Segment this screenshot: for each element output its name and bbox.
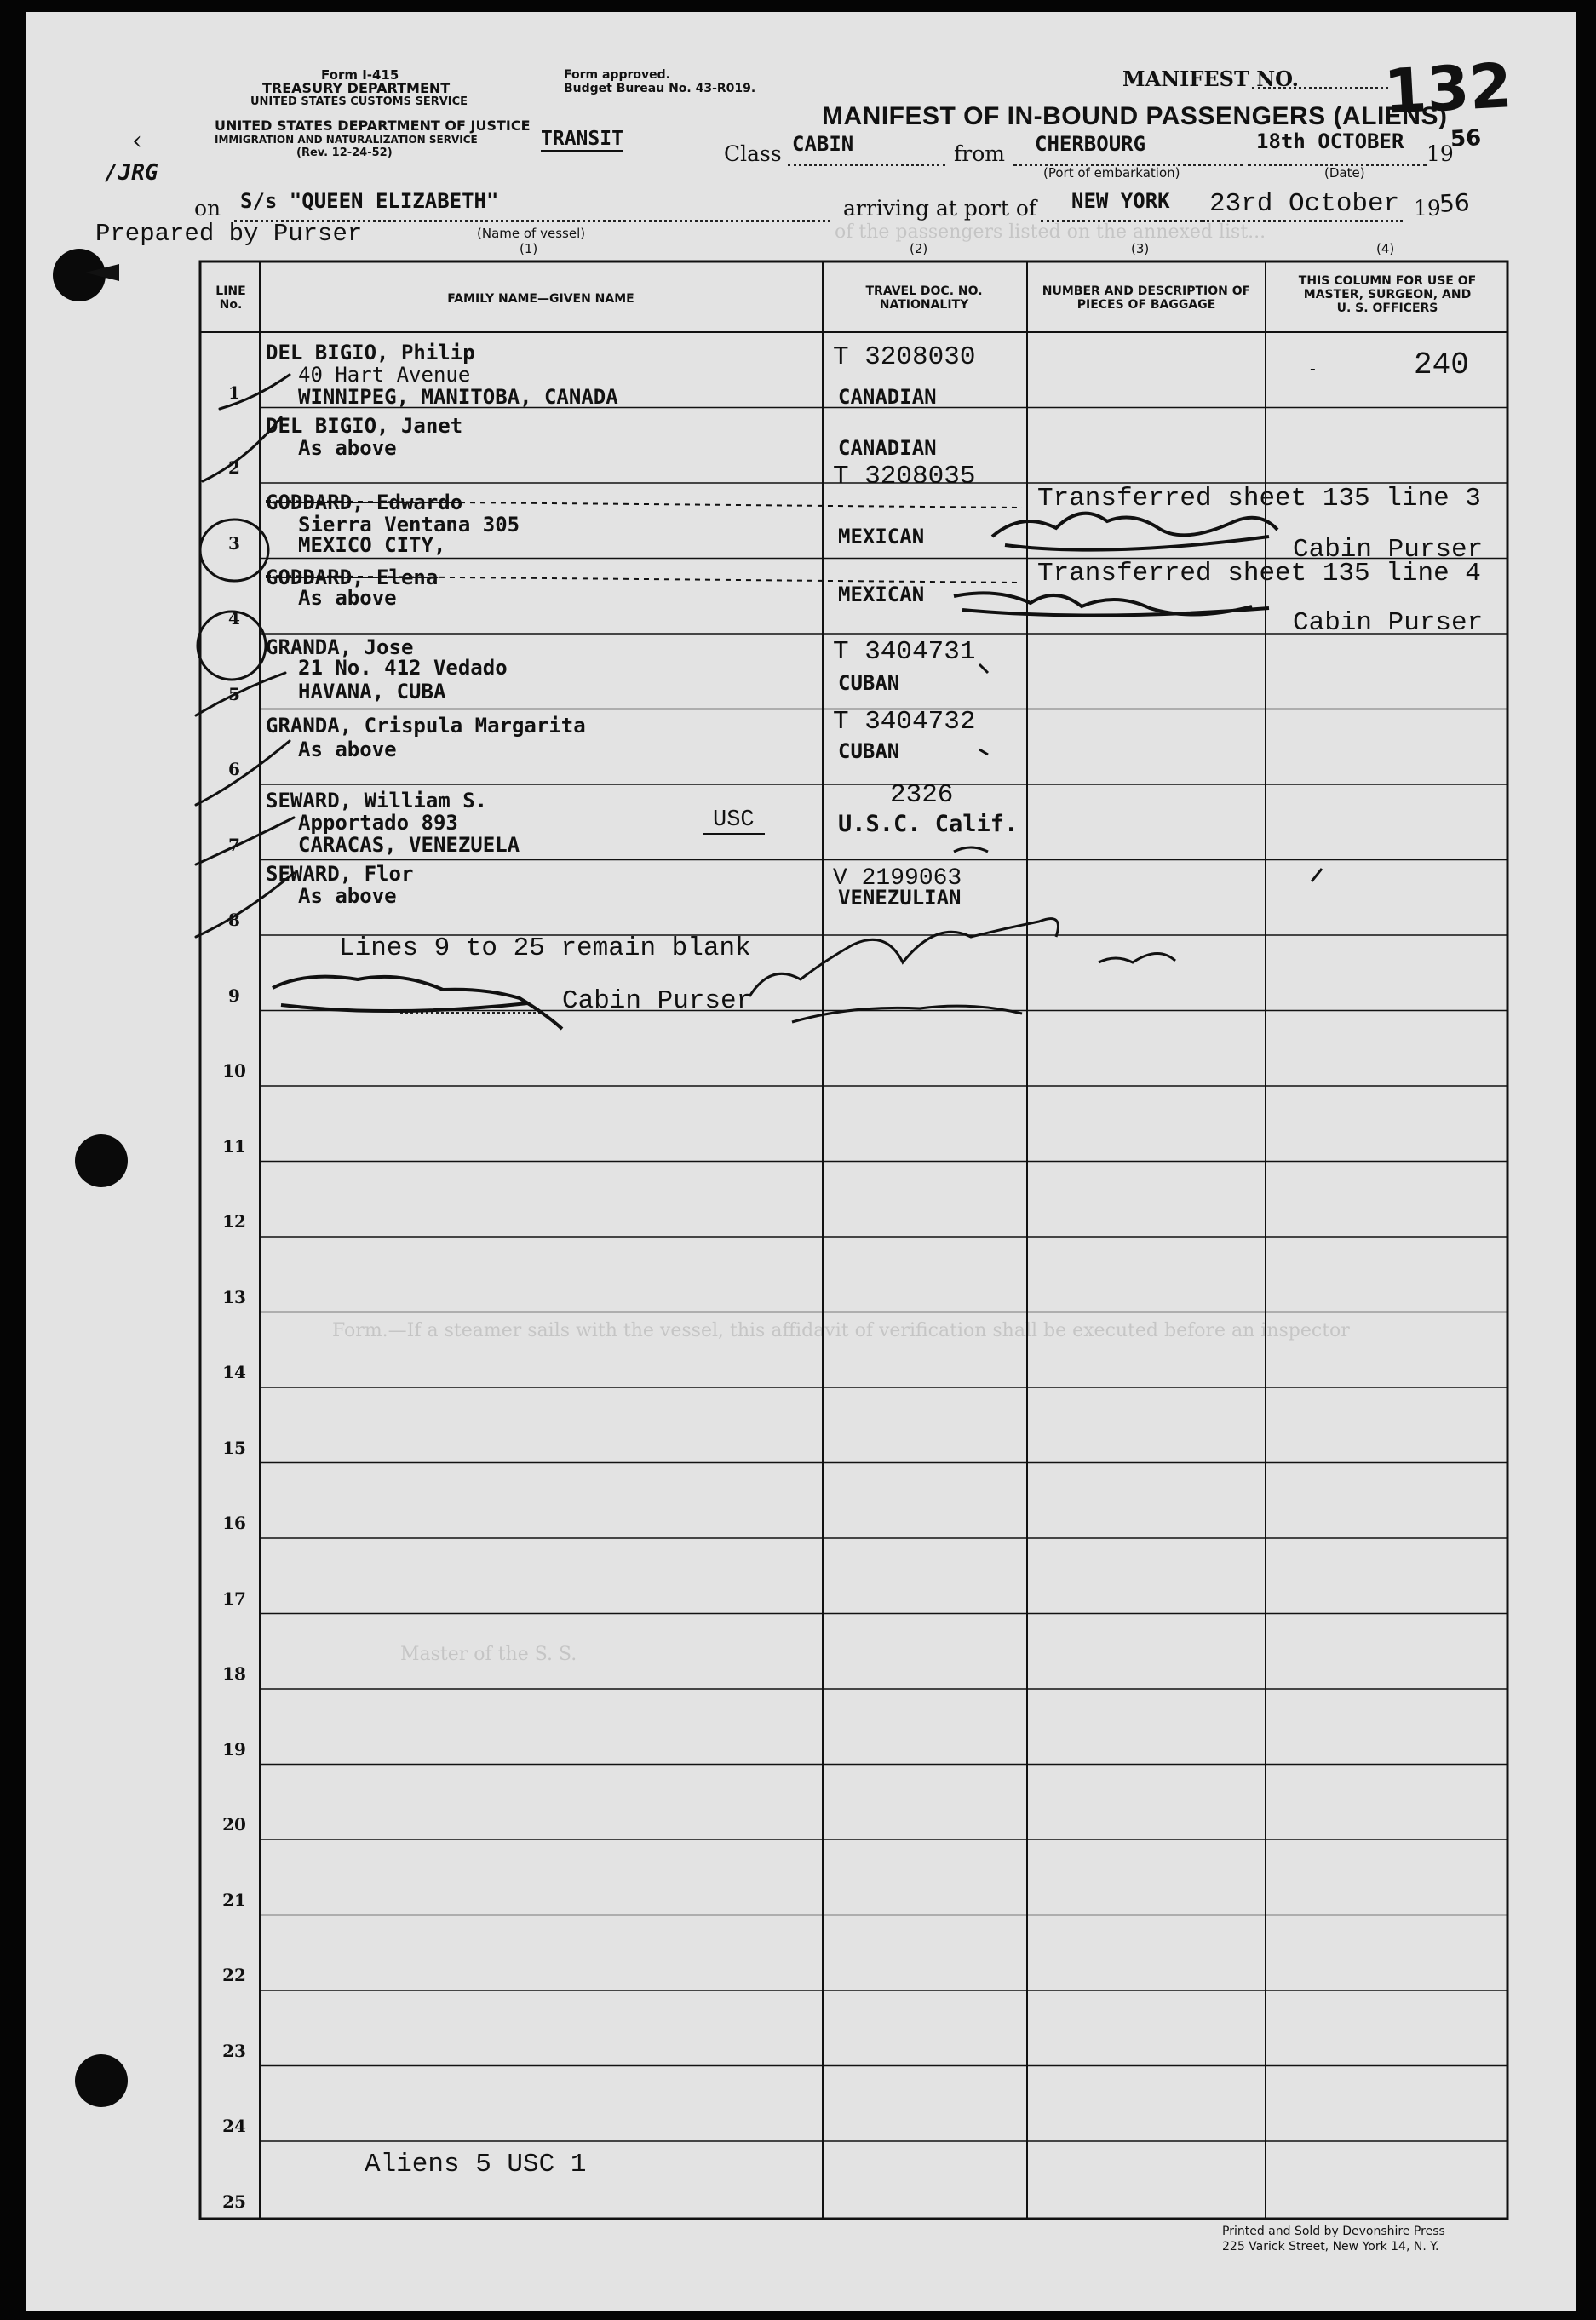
header-travel-doc: TRAVEL DOC. NO. NATIONALITY xyxy=(865,284,983,312)
arrival-year-handwritten: 56 xyxy=(1438,188,1471,218)
check-stroke-marks xyxy=(196,375,294,937)
from-label: from xyxy=(954,141,1005,166)
entry-3-city: MEXICO CITY, xyxy=(298,533,446,557)
strike-lines xyxy=(266,501,1022,583)
on-label: on xyxy=(194,196,221,221)
year-handwritten: 56 xyxy=(1450,125,1482,152)
totals-line: Aliens 5 USC 1 xyxy=(365,2150,587,2179)
col-index-4: (4) xyxy=(1376,241,1395,256)
line-number: 24 xyxy=(222,2116,246,2136)
line-number: 13 xyxy=(222,1286,246,1307)
prepared-by: Prepared by Purser xyxy=(95,220,363,248)
ins-service: IMMIGRATION AND NATURALIZATION SERVICE xyxy=(215,134,478,146)
entry-3-cabin-purser: Cabin Purser xyxy=(1293,535,1484,565)
line-number: 16 xyxy=(222,1513,246,1533)
printer-line-1: Printed and Sold by Devonshire Press xyxy=(1222,2225,1445,2238)
entry-7-nationality: U.S.C. Calif. xyxy=(838,811,1019,837)
line-number: 7 xyxy=(228,834,240,855)
line-number: 18 xyxy=(222,1663,246,1684)
line-number: 23 xyxy=(222,2040,246,2061)
line-number: 17 xyxy=(222,1588,246,1609)
line-number: 20 xyxy=(222,1814,246,1835)
entry-6-address: As above xyxy=(298,738,397,761)
line-number: 11 xyxy=(222,1135,246,1157)
entry-1-official-number: 240 xyxy=(1414,347,1469,382)
line-number: 21 xyxy=(222,1889,246,1910)
entry-4-transfer-note: Transferred sheet 135 line 4 xyxy=(1037,559,1481,589)
line-number: 1 xyxy=(228,382,240,403)
entry-4-cabin-purser: Cabin Purser xyxy=(1293,608,1484,638)
entry-5-name: GRANDA, Jose xyxy=(266,635,414,659)
entry-2-address: As above xyxy=(298,436,397,460)
header-line-no: LINE No. xyxy=(215,284,246,312)
line-number: 9 xyxy=(228,985,240,1006)
entry-8-travel-doc: V 2199063 xyxy=(833,865,962,892)
printer-line-2: 225 Varick Street, New York 14, N. Y. xyxy=(1222,2240,1439,2254)
col-index-2: (2) xyxy=(910,241,928,256)
col-index-3: (3) xyxy=(1131,241,1150,256)
margin-arrow-mark xyxy=(85,264,119,281)
entry-1-travel-doc: T 3208030 xyxy=(833,342,976,372)
line-number: 12 xyxy=(222,1211,246,1232)
entry-4-address: As above xyxy=(298,586,397,610)
class-label: Class xyxy=(724,141,782,166)
entry-2-name: DEL BIGIO, Janet xyxy=(266,414,463,438)
entry-7-city: CARACAS, VENEZUELA xyxy=(298,833,520,857)
entry-8-name: SEWARD, Flor xyxy=(266,862,414,886)
line-number: 3 xyxy=(228,532,240,554)
line-number: 6 xyxy=(228,759,240,779)
form-revision: (Rev. 12-24-52) xyxy=(296,146,393,159)
entry-5-travel-doc: T 3404731 xyxy=(833,637,976,667)
col-index-1: (1) xyxy=(520,241,538,256)
entry-4-nationality: MEXICAN xyxy=(838,583,925,606)
arrival-year-prefix: 19 xyxy=(1414,196,1441,221)
entry-7-name: SEWARD, William S. xyxy=(266,789,488,813)
entry-6-travel-doc: T 3404732 xyxy=(833,707,976,737)
line-number: 5 xyxy=(228,683,240,704)
entry-3-address: Sierra Ventana 305 xyxy=(298,513,520,537)
entry-5-address: 21 No. 412 Vedado xyxy=(298,656,508,680)
line-number: 4 xyxy=(228,608,240,629)
entry-7-travel-doc: 2326 xyxy=(890,780,954,810)
manifest-number-handwritten: 132 xyxy=(1381,49,1514,128)
embarkation-date: 18th OCTOBER xyxy=(1256,129,1404,153)
entry-7-address: Apportado 893 xyxy=(298,811,458,835)
port-caption: (Port of embarkation) xyxy=(1043,165,1180,181)
line-number: 15 xyxy=(222,1437,246,1458)
line-number: 8 xyxy=(228,910,240,930)
entry-6-nationality: CUBAN xyxy=(838,739,900,763)
entry-5-city: HAVANA, CUBA xyxy=(298,680,446,703)
budget-bureau: Budget Bureau No. 43-R019. xyxy=(564,82,756,95)
line-number: 25 xyxy=(222,2191,246,2212)
purser-signature-1 xyxy=(992,514,1277,550)
entry-3-nationality: MEXICAN xyxy=(838,525,925,548)
entry-1-nationality: CANADIAN xyxy=(838,385,937,409)
entry-8-nationality: VENEZULIAN xyxy=(838,886,962,910)
entry-7-usc: USC xyxy=(703,807,765,835)
class-value: CABIN xyxy=(792,132,854,156)
manifest-title: MANIFEST OF IN-BOUND PASSENGERS (ALIENS) xyxy=(822,102,1448,130)
line-number: 19 xyxy=(222,1738,246,1760)
cabin-purser-label: Cabin Purser xyxy=(562,986,753,1016)
arriving-label: arriving at port of xyxy=(843,196,1037,221)
margin-mark: ‹ xyxy=(132,126,142,156)
header-baggage: NUMBER AND DESCRIPTION OF PIECES OF BAGGAGE xyxy=(1042,284,1251,312)
line-number: 10 xyxy=(222,1060,246,1081)
purser-signature-2 xyxy=(954,593,1269,615)
margin-initials: /JRG xyxy=(105,160,158,186)
form-approved: Form approved. xyxy=(564,68,670,82)
entry-2-travel-doc: T 3208035 xyxy=(833,462,976,491)
department-of-justice: UNITED STATES DEPARTMENT OF JUSTICE xyxy=(215,118,531,134)
port-of-embarkation: CHERBOURG xyxy=(1035,132,1146,156)
line-number: 2 xyxy=(228,457,240,478)
header-family-name: FAMILY NAME—GIVEN NAME xyxy=(447,292,634,306)
purser-signature-3 xyxy=(273,977,562,1029)
year-prefix: 19 xyxy=(1427,141,1454,166)
form-number: Form I-415 xyxy=(321,67,399,83)
manifest-number-label: MANIFEST NO. xyxy=(1122,66,1300,91)
arrival-port: NEW YORK xyxy=(1071,189,1170,213)
header-official-use: THIS COLUMN FOR USE OF MASTER, SURGEON, AND U. S. OFFICERS xyxy=(1298,274,1477,315)
blank-lines-note: Lines 9 to 25 remain blank xyxy=(339,933,751,963)
entry-3-name: GODDARD, Edwardo xyxy=(266,491,463,514)
entry-8-address: As above xyxy=(298,884,397,908)
circled-line-numbers xyxy=(198,520,268,680)
vessel-caption: (Name of vessel) xyxy=(477,226,586,241)
treasury-department: TREASURY DEPARTMENT xyxy=(262,80,451,96)
entry-3-transfer-note: Transferred sheet 135 line 3 xyxy=(1037,484,1481,514)
entry-1-name: DEL BIGIO, Philip xyxy=(266,341,475,365)
entry-5-nationality: CUBAN xyxy=(838,671,900,695)
entry-1-dash: - xyxy=(1310,358,1316,378)
entry-2-nationality: CANADIAN xyxy=(838,436,937,460)
inspector-signature xyxy=(749,664,1322,1022)
vessel-name: S/s "QUEEN ELIZABETH" xyxy=(240,189,499,213)
entry-4-name: GODDARD, Elena xyxy=(266,566,439,589)
arrival-date: 23rd October xyxy=(1209,189,1400,219)
customs-service: UNITED STATES CUSTOMS SERVICE xyxy=(250,95,468,108)
line-number: 22 xyxy=(222,1965,246,1985)
line-number: 14 xyxy=(222,1362,246,1382)
entry-1-city: WINNIPEG, MANITOBA, CANADA xyxy=(298,385,618,409)
entry-1-address: 40 Hart Avenue xyxy=(298,363,471,387)
entry-6-name: GRANDA, Crispula Margarita xyxy=(266,714,586,738)
transit-stamp: TRANSIT xyxy=(541,128,623,150)
date-caption: (Date) xyxy=(1324,165,1365,181)
